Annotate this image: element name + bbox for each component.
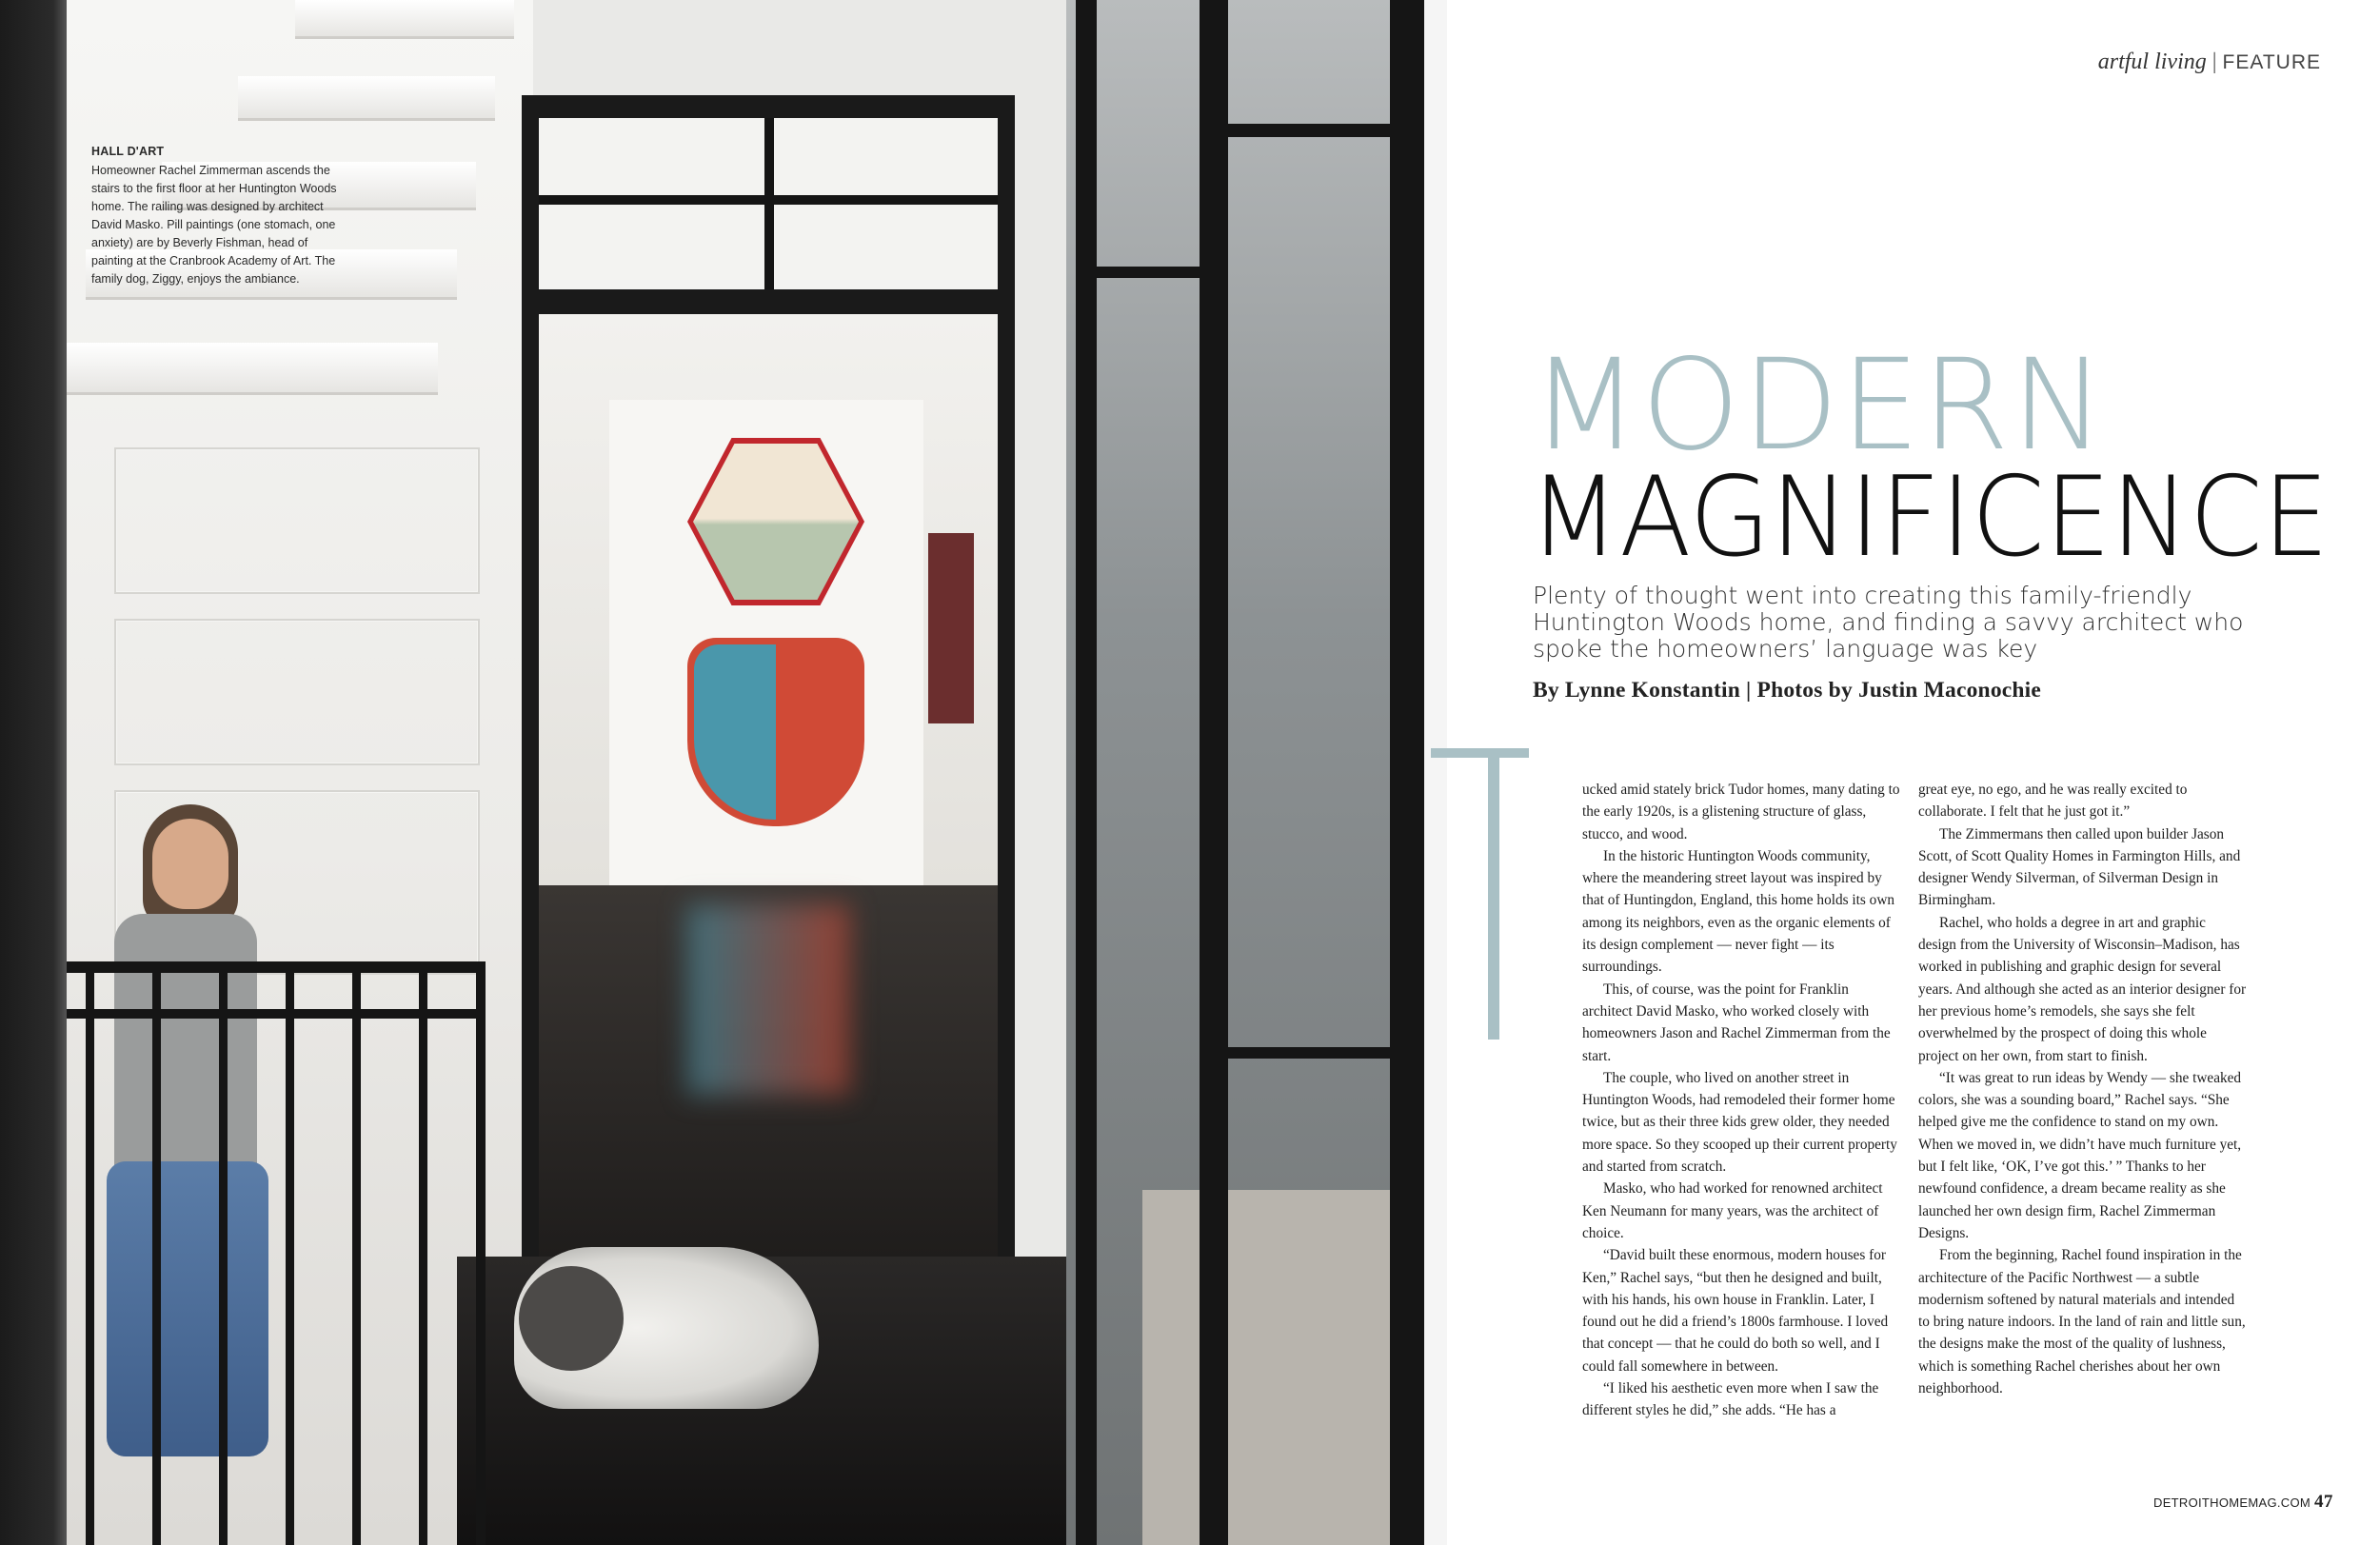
section-header [2098,50,2321,75]
window-transom-bar [1097,267,1200,278]
window-transom-bar [1228,124,1390,137]
railing-baluster [286,971,294,1545]
article-byline: By Lynne Konstantin | Photos by Justin Maconochie [1533,678,2042,703]
caption-title: HALL D'ART [91,145,165,158]
transom-mullion [764,118,774,289]
floor-reflection [687,904,849,1095]
article-deck: Plenty of thought went into creating this family-friendly Huntington Woods home, and finding a savvy architect who spoke the homeowners’ language was key [1533,582,2244,663]
section-name: artful living [2097,50,2207,74]
page-gutter [1424,0,1447,1545]
photo-caption [91,143,348,288]
body-column-1 [1582,779,1901,1422]
wall-panel [114,447,480,594]
body-paragraph: “I liked his aesthetic even more when I saw the different styles he did,” she adds. “He has a [1582,1380,1879,1419]
window-mullion [1390,0,1424,1545]
body-paragraph: Masko, who had worked for renowned architect Ken Neumann for many years, was the architect of choice. [1582,1180,1883,1241]
woman-jeans [107,1161,268,1456]
body-paragraph: ucked amid stately brick Tudor homes, many dating to the early 1920s, is a glistening structure of glass, stucco, and wood. [1582,782,1900,842]
railing-post [476,971,486,1545]
woman-face [152,819,228,909]
railing-baluster [219,971,228,1545]
drop-cap-t-stem [1488,758,1499,1040]
wall-panel [114,619,480,765]
railing-baluster [152,971,161,1545]
body-column-2 [1918,779,2247,1399]
section-category: FEATURE [2222,51,2321,73]
dog-head [519,1266,624,1371]
railing-baluster [419,971,427,1545]
body-paragraph: Rachel, who holds a degree in art and graphic design from the University of Wisconsin–Madison, has worked in publishing and graphic design for several years. And although she acted as an interior designer for her previous home’s remodels, she says she felt overwhelmed by the prospect of doing this whole project on her own, from start to finish. [1918,914,2247,1064]
body-paragraph: The Zimmermans then called upon builder Jason Scott, of Scott Quality Homes in Farmington Hills, and designer Wendy Silverman, of Silverman Design in Birmingham. [1918,825,2241,909]
body-paragraph: The couple, who lived on another street in Huntington Woods, had remodeled their former home twice, but as their three kids grew older, they needed more space. So they scooped up their current property and started from scratch. [1582,1069,1897,1176]
drop-cap-t-bar [1431,748,1529,758]
footer-site: DETROITHOMEMAG.COM [2153,1495,2311,1510]
stair-tread [67,343,438,395]
body-paragraph: From the beginning, Rachel found inspiration in the architecture of the Pacific Northwest — a subtle modernism softened by natural materials and intended to bring nature indoors. In the land of rain and little sun, the designs make the most of the quality of lushness, which is something Rachel cherishes about her own neighborhood. [1918,1247,2246,1397]
body-paragraph: “It was great to run ideas by Wendy — she tweaked colors, she was a sounding board,” Rachel says. “She helped give me the confidence to stand on my own. When we moved in, we didn’t have much furniture yet, but I felt like, ‘OK, I’ve got this.’ ” Thanks to her newfound confidence, a dream became reality as she launched her own design firm, Rachel Zimmerman Designs. [1918,1069,2242,1241]
body-paragraph: great eye, no ego, and he was really excited to collaborate. I felt that he just got it.” [1918,782,2188,821]
page-footer [2153,1492,2333,1513]
side-painting [928,533,974,723]
caption-text: Homeowner Rachel Zimmerman ascends the stairs to the first floor at her Huntington Woods home. The railing was designed by architect David Masko. Pill paintings (one stomach, one anxiety) are by Beverly Fishman, head of painting at the Cranbrook Academy of Art. The family dog, Ziggy, enjoys the ambiance. [91,164,337,286]
body-paragraph: “David built these enormous, modern houses for Ken,” Rachel says, “but then he designed and built, with his hands, his own house in Franklin. Later, I found out he did a friend’s 1800s farmhouse. I loved that concept — that he could do both so well, and I could fall somewhere in between. [1582,1247,1889,1375]
wall-edge [0,0,67,1545]
headline-line-1: MODERN [1531,332,2108,479]
header-separator: | [2211,50,2217,74]
stair-tread [295,0,514,39]
page-number: 47 [2314,1492,2333,1512]
woman-top [114,914,257,1180]
railing-baluster [86,971,94,1545]
window-mullion [1200,0,1228,1545]
window-mullion [1076,0,1097,1545]
body-paragraph: This, of course, was the point for Franklin architect David Masko, who worked closely with homeowners Jason and Rachel Zimmerman from the start. [1582,980,1891,1064]
body-paragraph: In the historic Huntington Woods community, where the meandering street layout was inspired by that of Huntingdon, England, this home holds its own among its neighbors, even as the organic elements of its design complement — never fight — its surroundings. [1582,847,1895,976]
headline-line-2: MAGNIFICENCE [1529,453,2330,582]
railing-baluster [352,971,361,1545]
stair-tread [238,76,495,121]
window-transom-bar [1228,1047,1390,1059]
